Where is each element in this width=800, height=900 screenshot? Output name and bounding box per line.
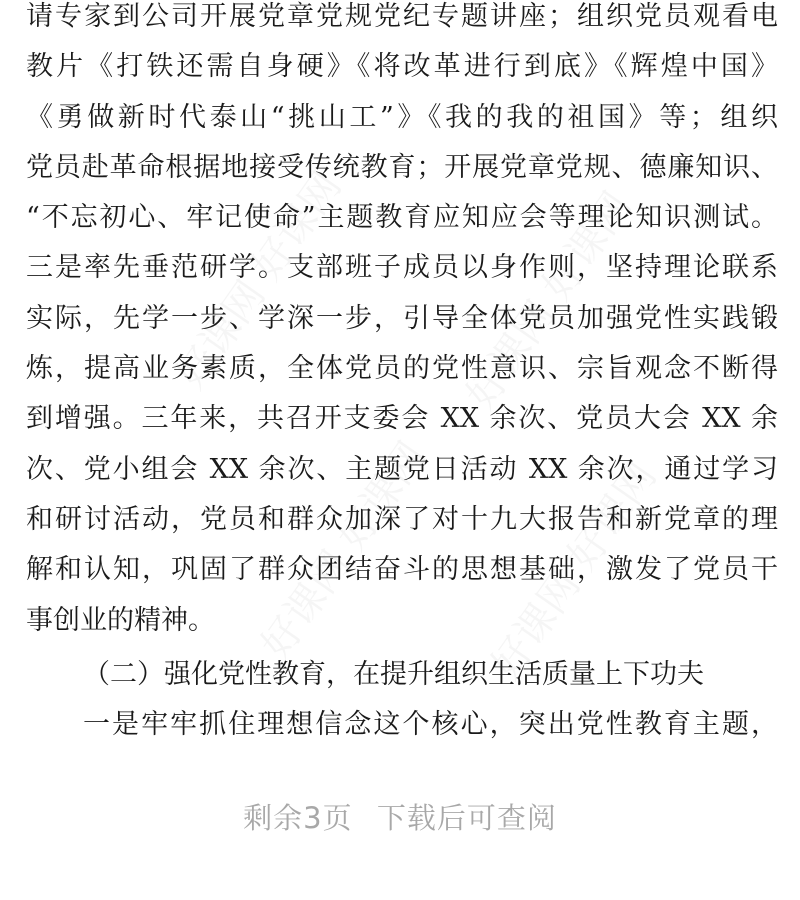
watermark: 好课网 好课网 [482,453,666,688]
body-line: 事创业的精神。 [26,604,215,636]
download-prompt[interactable] [0,796,800,837]
body-line: 次、党小组会 XX 余次、主题党日活动 XX 余次，通过学习 [26,453,778,485]
body-line: 请专家到公司开展党章党规党纪专题讲座；组织党员观看电 [26,1,778,32]
watermark: 好课网 好课网 [167,163,351,398]
body-line: 三是率先垂范研学。支部班子成员以身作则，坚持理论联系 [26,252,778,284]
section-heading: （二）强化党性教育，在提升组织生活质量上下功夫 [83,659,704,690]
download-to-view-label: 下载后可查阅 [376,801,557,835]
body-line: 教片《打铁还需自身硬》《将改革进行到底》《辉煌中国》 [26,51,778,83]
watermark: 好课网 好课网 [457,183,641,418]
body-line: 《勇做新时代泰山“挑山工”》《我的我的祖国》等；组织 [26,101,778,133]
document-body [26,0,778,646]
remaining-pages-label: 剩余3页 [243,801,353,835]
body-line: 解和认知，巩固了群众团结奋斗的思想基础，激发了党员干 [26,554,778,586]
body-line: 和研讨活动，党员和群众加深了对十九大报告和新党章的理 [26,503,778,535]
body-line: 到增强。三年来，共召开支委会 XX 余次、党员大会 XX 余 [26,403,778,435]
body-line: 炼，提高业务素质，全体党员的党性意识、宗旨观念不断得 [26,353,778,385]
paragraph-first-line: 一是牢牢抓住理想信念这个核心，突出党性教育主题， [83,709,778,740]
watermark: 好课网 好课网 [252,433,436,668]
body-line: 实际，先学一步、学深一步，引导全体党员加强党性实践锻 [26,302,778,334]
body-line: 党员赴革命根据地接受传统教育；开展党章党规、德廉知识、 [26,151,778,183]
body-line: “不忘初心、牢记使命”主题教育应知应会等理论知识测试。 [26,202,778,234]
